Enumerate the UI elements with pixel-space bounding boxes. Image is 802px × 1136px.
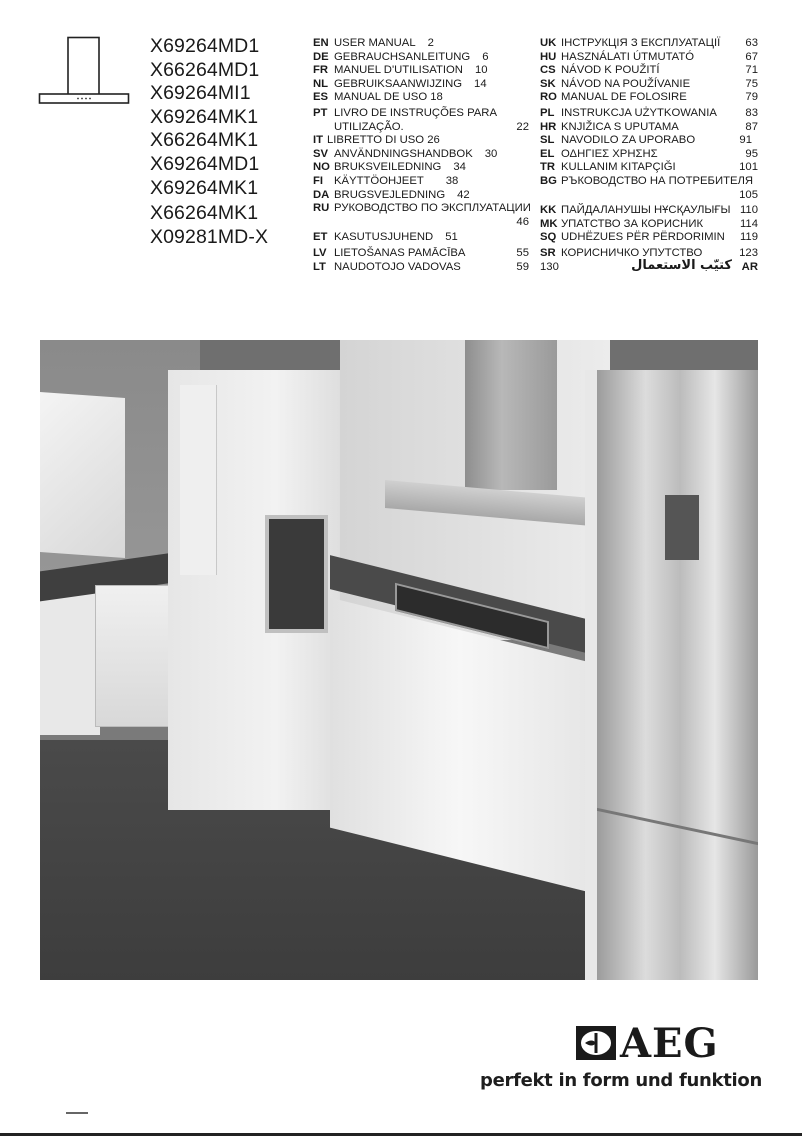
language-code: RO xyxy=(540,91,557,104)
model-number: X69264MK1 xyxy=(150,177,259,199)
language-code: ES xyxy=(313,91,329,104)
page-number: 38 xyxy=(445,174,459,187)
language-code: FI xyxy=(313,174,324,187)
page-number: 10 xyxy=(474,64,488,77)
language-code: SV xyxy=(313,147,329,160)
fridge-edge xyxy=(585,370,597,980)
left-cabinet xyxy=(40,585,100,735)
page-number: 75 xyxy=(745,77,758,90)
page-number: 34 xyxy=(453,161,466,174)
footer-rule xyxy=(66,1112,88,1114)
model-number: X69264MI1 xyxy=(150,82,251,104)
contents-entry-tr[interactable] xyxy=(540,161,758,175)
fridge-display xyxy=(665,495,699,560)
manual-title: LIVRO DE INSTRUÇÕES PARA xyxy=(334,106,497,119)
page-number: 101 xyxy=(739,161,758,174)
language-code: NO xyxy=(313,161,330,174)
contents-entry-lt[interactable] xyxy=(313,261,529,275)
page-number: 63 xyxy=(745,37,758,49)
language-code: DA xyxy=(313,188,330,201)
language-code: ET xyxy=(313,231,328,244)
language-code: KK xyxy=(540,204,557,217)
language-code: TR xyxy=(540,161,556,174)
page-number: 119 xyxy=(739,231,758,244)
manual-title: РЪКОВОДСТВО НА ПОТРЕБИТЕЛЯ xyxy=(561,174,754,187)
page-number: 114 xyxy=(739,217,758,230)
contents-entry-sv[interactable] xyxy=(313,148,529,162)
contents-entry-pl[interactable] xyxy=(540,107,758,121)
language-code: UK xyxy=(540,37,557,49)
page-number: 14 xyxy=(474,77,487,90)
language-code: LV xyxy=(313,246,327,259)
model-number: X66264MK1 xyxy=(150,201,259,224)
electrolux-symbol-icon xyxy=(581,1031,611,1055)
manual-title: ANVÄNDNINGSHANDBOK xyxy=(334,147,473,160)
page-number: 105 xyxy=(739,188,758,201)
page-number: 26 xyxy=(427,134,440,147)
page-number: 87 xyxy=(745,120,758,133)
model-number: X09281MD-X xyxy=(150,226,269,248)
manual-title: MANUAL DE FOLOSIRE xyxy=(561,91,687,104)
manual-title: HASZNÁLATI ÚTMUTATÓ xyxy=(561,50,695,63)
page-number: 123 xyxy=(739,246,758,259)
contents-entry-bg[interactable] xyxy=(540,175,758,189)
contents-left-column xyxy=(313,37,529,274)
manual-title: INSTRUKCJA UŻYTKOWANIA xyxy=(561,106,717,119)
manual-title: KÄYTTÖOHJEET xyxy=(334,174,424,187)
language-code: EL xyxy=(540,147,555,160)
manual-title: BRUGSVEJLEDNING xyxy=(334,188,446,201)
contents-entry-nl[interactable] xyxy=(313,78,529,92)
contents-entry-et[interactable] xyxy=(313,231,529,245)
manual-title: KNJIŽICA S UPUTAMA xyxy=(561,120,679,133)
contents-entry-lv[interactable] xyxy=(313,247,529,261)
manual-title: NÁVOD K POUŽITÍ xyxy=(561,64,660,77)
page-number: 67 xyxy=(745,50,758,63)
page-number: 22 xyxy=(516,120,529,133)
contents-entry-ar[interactable] xyxy=(540,257,758,275)
contents-entry-sk[interactable] xyxy=(540,78,758,92)
manual-title: USER MANUAL xyxy=(334,37,416,49)
language-code: MK xyxy=(540,217,558,230)
contents-entry-ro[interactable] xyxy=(540,91,758,105)
fridge-freezer xyxy=(585,370,758,980)
page-number: 91 xyxy=(739,134,752,147)
built-in-oven xyxy=(265,515,328,633)
language-code: HR xyxy=(540,120,557,133)
model-number: X66264MK1 xyxy=(150,129,259,151)
brand-name: AEG xyxy=(620,1020,719,1067)
kitchen-photo xyxy=(40,340,758,980)
contents-entry-ru-continued[interactable] xyxy=(313,216,529,230)
language-code: SL xyxy=(540,134,555,147)
page-number: 130 xyxy=(540,260,559,273)
contents-entry-en[interactable] xyxy=(313,37,529,51)
window xyxy=(40,392,125,558)
manual-title: NÁVOD NA POUŽÍVANIE xyxy=(561,77,691,90)
contents-entry-sl[interactable] xyxy=(540,134,758,148)
language-code: PL xyxy=(540,106,555,119)
manual-title: KASUTUSJUHEND xyxy=(334,231,434,244)
contents-entry-hr[interactable] xyxy=(540,121,758,135)
manual-title-continued: UTILIZAÇÃO. xyxy=(334,120,404,133)
manual-title: КОРИСНИЧКО УПУТСТВО xyxy=(561,246,703,259)
manual-title: ІНСТРУКЦІЯ З ЕКСПЛУАТАЦІЇ xyxy=(561,37,721,49)
contents-entry-uk[interactable] xyxy=(540,37,758,51)
contents-entry-pt-continued[interactable] xyxy=(313,121,529,135)
manual-title: GEBRAUCHSANLEITUNG xyxy=(334,50,471,63)
manual-title: LIETOŠANAS PAMĀCĪBA xyxy=(334,246,466,259)
page-number: 83 xyxy=(745,106,758,119)
contents-entry-kk[interactable] xyxy=(540,204,758,218)
model-list xyxy=(150,35,268,250)
language-code: EN xyxy=(313,37,329,49)
contents-entry-el[interactable] xyxy=(540,148,758,162)
model-number: X69264MD1 xyxy=(150,152,260,175)
page-number: 46 xyxy=(516,215,529,228)
contents-entry-no[interactable] xyxy=(313,161,529,175)
open-shelves xyxy=(180,385,217,575)
language-code: SR xyxy=(540,246,556,259)
contents-entry-es[interactable] xyxy=(313,91,529,105)
language-code: DE xyxy=(313,50,329,63)
contents-entry-pt[interactable] xyxy=(313,107,529,121)
language-code: HU xyxy=(540,50,557,63)
page-number: 79 xyxy=(745,91,758,104)
contents-entry-sq[interactable] xyxy=(540,231,758,245)
hood-chimney xyxy=(465,340,557,490)
language-code: RU xyxy=(313,202,330,215)
contents-entry-it[interactable] xyxy=(313,134,529,148)
manual-title: GEBRUIKSAANWIJZING xyxy=(334,77,463,90)
page-number: 59 xyxy=(516,260,529,273)
contents-entry-cs[interactable] xyxy=(540,64,758,78)
contents-right-column xyxy=(540,37,758,274)
language-code: PT xyxy=(313,106,328,119)
page-number: 55 xyxy=(516,246,529,259)
manual-title: ΟΔΗΓΙΕΣ ΧΡΗΣΗΣ xyxy=(561,147,658,160)
electrolux-mark-icon xyxy=(576,1026,616,1060)
language-code: FR xyxy=(313,64,329,77)
contents-entry-mk[interactable] xyxy=(540,218,758,232)
language-code: BG xyxy=(540,174,557,187)
manual-title: ПАЙДАЛАНУШЫ НҰСҚАУЛЫҒЫ xyxy=(561,204,731,217)
contents-entry-fr[interactable] xyxy=(313,64,529,78)
language-code: CS xyxy=(540,64,556,77)
manual-title: РУКОВОДСТВО ПО ЭКСПЛУАТАЦИИ xyxy=(334,202,531,215)
page-number: 30 xyxy=(484,147,498,160)
manual-title: УПАТСТВО ЗА КОРИСНИК xyxy=(561,217,704,230)
contents-entry-ru[interactable] xyxy=(313,202,529,216)
language-code: AR xyxy=(741,260,758,273)
manual-title: MANUEL D'UTILISATION xyxy=(334,64,463,77)
page-number: 110 xyxy=(739,204,758,217)
contents-entry-hu[interactable] xyxy=(540,51,758,65)
manual-title: LIBRETTO DI USO xyxy=(327,134,425,147)
manual-title: NAVODILO ZA UPORABO xyxy=(561,134,696,147)
page-number: 2 xyxy=(427,37,434,49)
cooker-hood-icon xyxy=(38,36,130,106)
language-code: SK xyxy=(540,77,556,90)
manual-title: MANUAL DE USO xyxy=(334,91,428,104)
contents-entry-bg-continued[interactable] xyxy=(540,189,758,203)
page-number: 51 xyxy=(445,231,458,244)
page-number: 18 xyxy=(430,91,443,104)
model-number: X69264MD1 xyxy=(150,35,260,57)
language-code: SQ xyxy=(540,231,557,244)
manual-title: BRUKSVEILEDNING xyxy=(334,161,442,174)
brand-tagline: perfekt in form und funktion xyxy=(480,1070,762,1091)
contents-entry-de[interactable] xyxy=(313,51,529,65)
model-number: X66264MD1 xyxy=(150,58,260,81)
language-code: IT xyxy=(313,134,324,147)
contents-entry-da[interactable] xyxy=(313,189,529,203)
language-code: NL xyxy=(313,77,329,90)
page-number: 42 xyxy=(457,188,470,201)
page-number: 6 xyxy=(482,50,489,63)
manual-title: KULLANIM KITAPÇIĞI xyxy=(561,161,676,174)
model-number: X69264MK1 xyxy=(150,105,259,128)
contents-entry-fi[interactable] xyxy=(313,175,529,189)
manual-title: كتيّب الاستعمال xyxy=(631,257,732,273)
page-number: 71 xyxy=(745,64,758,77)
page-number: 95 xyxy=(745,147,758,160)
manual-title: NAUDOTOJO VADOVAS xyxy=(334,260,461,273)
language-code: LT xyxy=(313,260,326,273)
manual-title: UDHËZUES PËR PËRDORIMIN xyxy=(561,231,725,244)
